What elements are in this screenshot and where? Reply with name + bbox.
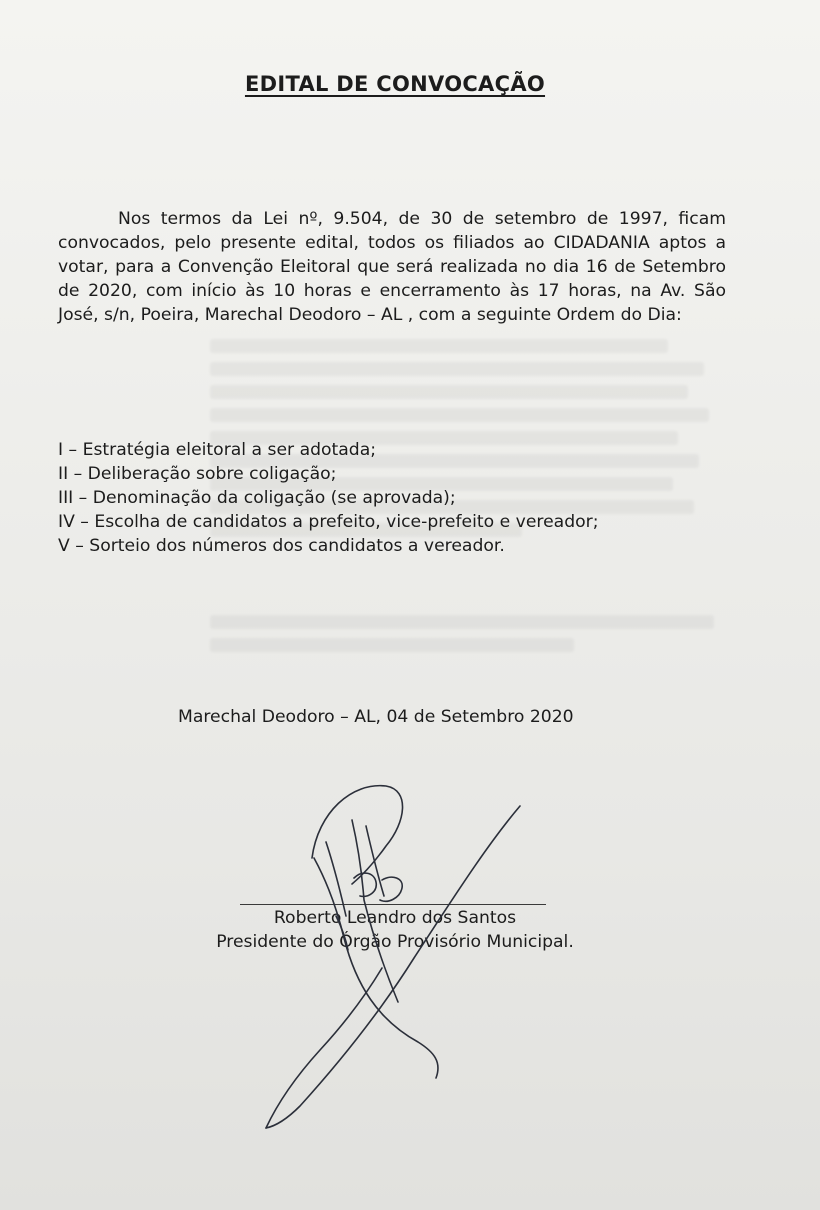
signature-stroke <box>266 968 382 1128</box>
signature-stroke <box>380 877 402 901</box>
signer-name: Roberto Leandro dos Santos <box>273 908 517 928</box>
place-and-date: Marechal Deodoro – AL, 04 de Setembro 2020 <box>178 707 574 727</box>
signature-stroke <box>312 786 403 884</box>
signature-stroke <box>314 858 438 1078</box>
signature-line <box>240 904 546 905</box>
agenda-list <box>58 438 758 558</box>
signature-stroke <box>354 873 376 896</box>
convocation-paragraph: Nos termos da Lei nº, 9.504, de 30 de setembro de 1997, ficam convocados, pelo presente edital, todos os filiados ao CIDADANIA aptos a votar, para a Convenção Eleitoral que será realizada no dia 16 de Setembro de 2020, com início às 10 horas e encerramento às 17 horas, na Av. São José, s/n, Poeira, Marechal Deodoro – AL , com a seguinte Ordem do Dia: <box>58 209 726 325</box>
agenda-item: II – Deliberação sobre coligação; <box>58 464 337 484</box>
agenda-item: I – Estratégia eleitoral a ser adotada; <box>58 440 377 460</box>
signer-role: Presidente do Órgão Provisório Municipal. <box>216 932 574 952</box>
agenda-item: V – Sorteio dos números dos candidatos a vereador. <box>58 536 505 556</box>
signature-stroke <box>366 826 384 896</box>
document-title: EDITAL DE CONVOCAÇÃO <box>244 72 546 96</box>
signature-stroke <box>266 806 520 1128</box>
agenda-item: IV – Escolha de candidatos a prefeito, vice-prefeito e vereador; <box>58 512 599 532</box>
agenda-item: III – Denominação da coligação (se aprovada); <box>58 488 456 508</box>
